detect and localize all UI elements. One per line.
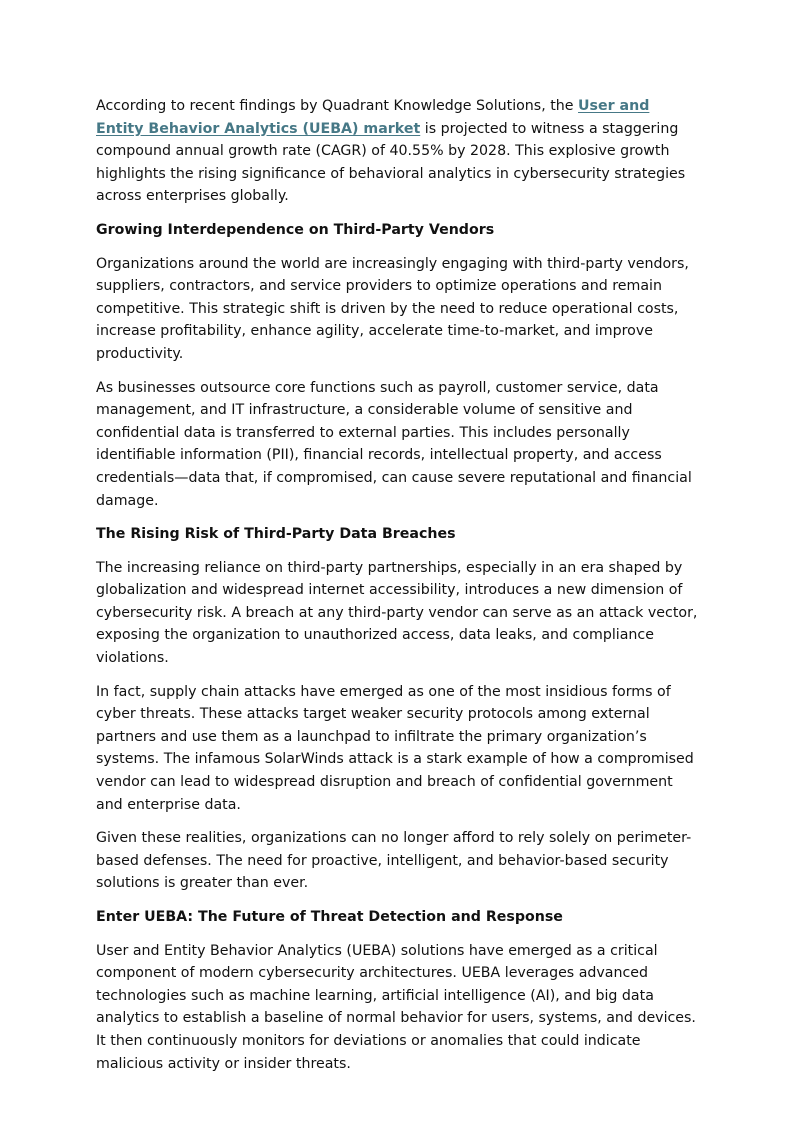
body-paragraph: User and Entity Behavior Analytics (UEBA) solutions have emerged as a critical component of modern cybersecurity architectures. UEBA leverages advanced technologies such as machine learning, artificial intelligence (AI), and big data analytics to establish a baseline of normal behavior for users, systems, and devices. It then continuously monitors for deviations or anomalies that could indicate malicious activity or insider threats.	[96, 942, 696, 1072]
intro-text-after-link: is projected to witness a staggering compound annual growth rate (CAGR) of 40.55% by 2028. This explosive growth highlights the rising significance of behavioral analytics in cybersecurity strategies across enterprises globally.	[96, 120, 686, 205]
section-heading-third-party-breaches: The Rising Risk of Third-Party Data Breaches	[96, 526, 456, 543]
body-paragraph: Given these realities, organizations can no longer afford to rely solely on perimeter-based defenses. The need for proactive, intelligent, and behavior-based security solutions is greater than ever.	[96, 830, 692, 892]
body-paragraph: Organizations around the world are increasingly engaging with third-party vendors, suppliers, contractors, and service providers to optimize operations and remain competitive. This strategic shift is driven by the need to reduce operational costs, increase profitability, enhance agility, accelerate time-to-market, and improve productivity.	[96, 255, 689, 362]
body-paragraph: As businesses outsource core functions such as payroll, customer service, data management, and IT infrastructure, a considerable volume of sensitive and confidential data is transferred to external parties. This includes personally identifiable information (PII), financial records, intellectual property, and access credentials—data that, if compromised, can cause severe reputational and financial damage.	[96, 379, 692, 509]
intro-text-before-link: According to recent findings by Quadrant Knowledge Solutions, the	[96, 98, 579, 114]
body-paragraph: In fact, supply chain attacks have emerged as one of the most insidious forms of cyber threats. These attacks target weaker security protocols among external partners and use them as a launchpad to infiltrate the primary organization’s systems. The infamous SolarWinds attack is a stark example of how a compromised vendor can lead to widespread disruption and breach of confidential government and enterprise data.	[96, 683, 694, 813]
section-heading-third-party-vendors: Growing Interdependence on Third-Party Vendors	[96, 221, 495, 238]
section-heading-enter-ueba: Enter UEBA: The Future of Threat Detection and Response	[96, 909, 563, 925]
ueba-market-link[interactable]: User and Entity Behavior Analytics (UEBA) market	[96, 98, 650, 137]
intro-paragraph	[96, 95, 698, 208]
body-paragraph: The increasing reliance on third-party partnerships, especially in an era shaped by globalization and widespread internet accessibility, introduces a new dimension of cybersecurity risk. A breach at any third-party vendor can serve as an attack vector, exposing the organization to unauthorized access, data leaks, and compliance violations.	[96, 559, 698, 667]
